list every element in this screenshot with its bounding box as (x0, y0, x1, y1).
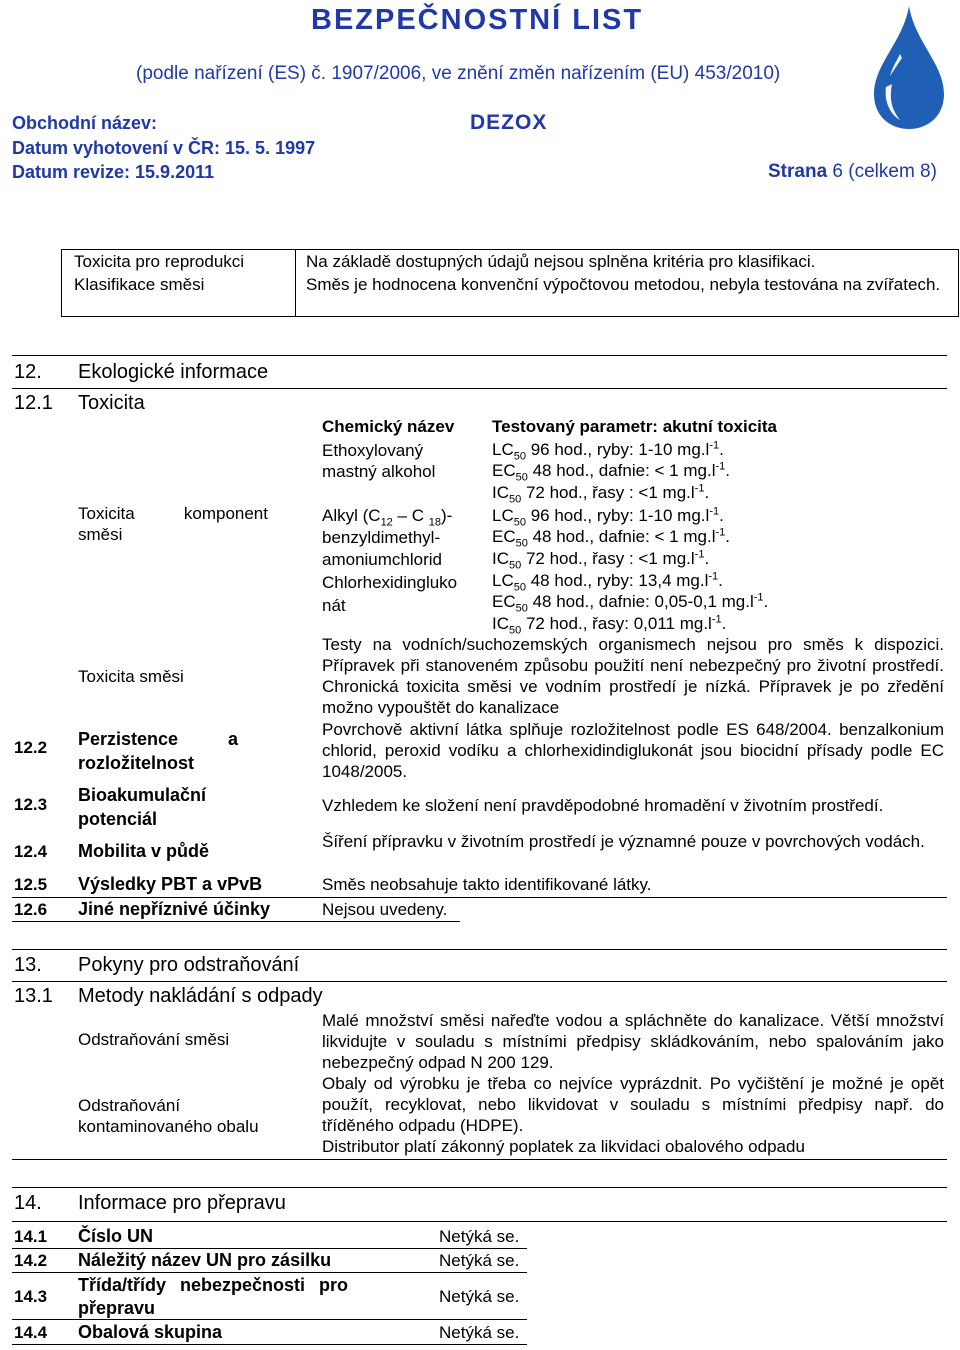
section-12-2-number: 12.2 (14, 738, 48, 757)
waste-packaging-text: Obaly od výrobku je třeba co nejvíce vyprázdnit. Po vyčištění je možné je opět použít, recyklovat, nebo likvidovat v souladu s místními předpisy např. do tříděného odpadu (HDPE). (322, 1074, 944, 1135)
toxicity-value-line: $EC_{50}$ 48 hod., dafnie: 0,05-0,1 $mg.l^{-1}$. (492, 591, 769, 615)
hazard-class-value: Netýká se. (439, 1287, 520, 1306)
waste-mixture-label: Odstraňování směsi (78, 1030, 230, 1049)
components-toxicity-label: Toxicita komponent směsi (78, 504, 268, 544)
reproduction-toxicity-value: Na základě dostupných údajů nejsou splněna kritéria pro klasifikaci. (306, 252, 816, 271)
reproduction-toxicity-label: Toxicita pro reprodukci (74, 252, 245, 271)
test-parameter-header: Testovaný parametr: akutní toxicita (492, 417, 777, 436)
section-12-1-title: Toxicita (78, 392, 145, 414)
component-name-rest: benzyldimethyl-amoniumchlorid (322, 528, 442, 569)
toxicity-value-line: $LC_{50}$ 96 hod., ryby: 1-10 $mg.l^{-1}$. (492, 439, 724, 463)
section-12-3-number: 12.3 (14, 795, 48, 814)
toxicity-value-line: $IC_{50}$ 72 hod., řasy : <1 $mg.l^{-1}$. (492, 548, 710, 572)
toxicity-value-line: $EC_{50}$ 48 hod., dafnie: < 1 $mg.l^{-1}$. (492, 526, 730, 550)
section-12-5-label: Výsledky PBT a vPvB (78, 874, 263, 894)
waste-packaging-label: Odstraňování kontaminovaného obalu (78, 1096, 259, 1136)
un-shipping-name-label: Náležitý název UN pro zásilku (78, 1250, 332, 1270)
section-13-title: Pokyny pro odstraňování (78, 954, 300, 976)
chemical-name-header: Chemický název (322, 417, 455, 436)
section-12-4-label: Mobilita v půdě (78, 841, 210, 861)
toxicity-value-line: $EC_{50}$ 48 hod., dafnie: < 1 $mg.l^{-1}$. (492, 460, 730, 484)
section-12-6-label: Jiné nepříznivé účinky (78, 899, 271, 919)
section-14-title: Informace pro přepravu (78, 1192, 286, 1214)
issue-date: Datum vyhotovení v ČR: 15. 5. 1997 (12, 138, 316, 158)
mixture-toxicity-text: Testy na vodních/suchozemských organismech nejsou pro směs k dispozici. Přípravek při stanoveném způsobu použití není nebezpečný pro životní prostředí. Chronická toxicita směsi ve vodním prostředí je nízká. Přípravek je po zředění možno vypouštět do kanalizace (322, 635, 944, 717)
section-13-1-title: Metody nakládání s odpady (78, 985, 323, 1007)
section-14-3-number: 14.3 (14, 1287, 48, 1306)
un-number-value: Netýká se. (439, 1227, 520, 1246)
trade-name-label: Obchodní název: (12, 113, 158, 133)
section-12-1-number: 12.1 (14, 392, 53, 414)
page-label: Strana (768, 161, 828, 182)
document-subtitle: (podle nařízení (ES) č. 1907/2006, ve znění změn nařízením (EU) 453/2010) (136, 63, 781, 84)
section-14-number: 14. (14, 1192, 42, 1214)
mixture-classification-label: Klasifikace směsi (74, 275, 205, 294)
section-12-2-label: Perzistence a rozložitelnost (78, 729, 238, 773)
un-number-label: Číslo UN (78, 1226, 154, 1246)
section-12-6-number: 12.6 (14, 900, 48, 919)
section-12-3-label: Bioakumulační potenciál (78, 785, 207, 829)
component-name: Chlorhexidingluko nát (322, 573, 458, 615)
revision-date: Datum revize: 15.9.2011 (12, 162, 215, 182)
page-number (768, 161, 937, 183)
hazard-class-label: Třída/třídy nebezpečnosti pro přepravu (78, 1275, 348, 1318)
section-12-number: 12. (14, 361, 42, 383)
document-title: BEZPEČNOSTNÍ LIST (311, 4, 644, 36)
water-drop-logo (870, 2, 948, 137)
section-14-2-number: 14.2 (14, 1251, 48, 1270)
toxicity-value-line: $LC_{50}$ 96 hod., ryby: 1-10 $mg.l^{-1}$. (492, 505, 724, 529)
waste-packaging-text-2: Distributor platí zákonný poplatek za likvidaci obalového odpadu (322, 1137, 805, 1156)
section-12-2-text: Povrchově aktivní látka splňuje rozložitelnost podle ES 648/2004. benzalkonium chlorid, peroxid vodíku a chlorhexidindiglukonát jsou biocidní přísady podle EC 1048/2005. (322, 720, 944, 781)
section-12-5-text: Směs neobsahuje takto identifikované látky. (322, 875, 652, 894)
packing-group-label: Obalová skupina (78, 1322, 223, 1342)
section-13-number: 13. (14, 954, 42, 976)
toxicity-value-line: $IC_{50}$ 72 hod., řasy: 0,011 $mg.l^{-1}$. (492, 613, 727, 637)
page-info: 6 (celkem 8) (832, 161, 937, 182)
section-12-6-text: Nejsou uvedeny. (322, 900, 448, 919)
section-12-3-text: Vzhledem ke složení není pravděpodobné hromadění v životním prostředí. (322, 796, 884, 815)
waste-mixture-text: Malé množství směsi nařeďte vodou a spláchněte do kanalizace. Větší množství likvidujte v souladu s místními předpisy skládkováním, nebo spalováním jako nebezpečný odpad N 200 129. (322, 1011, 944, 1072)
component-name: Alkyl ($C_{12}$ – C $_{18}$)- (322, 506, 453, 529)
section-14-4-number: 14.4 (14, 1323, 48, 1342)
mixture-classification-value: Směs je hodnocena konvenční výpočtovou metodou, nebyla testována na zvířatech. (306, 275, 941, 294)
section-14-1-number: 14.1 (14, 1227, 48, 1246)
component-name: Ethoxylovaný mastný alkohol (322, 441, 436, 481)
section-12-5-number: 12.5 (14, 875, 48, 894)
product-name: DEZOX (470, 111, 548, 134)
section-12-4-number: 12.4 (14, 842, 48, 861)
section-12-4-text: Šíření přípravku v životním prostředí je významné pouze v povrchových vodách. (322, 832, 925, 851)
toxicity-value-line: $IC_{50}$ 72 hod., řasy : <1 $mg.l^{-1}$. (492, 482, 710, 506)
un-shipping-name-value: Netýká se. (439, 1251, 520, 1270)
toxicity-value-line: $LC_{50}$ 48 hod., ryby: 13,4 $mg.l^{-1}$. (492, 570, 723, 594)
mixture-toxicity-label: Toxicita směsi (78, 667, 184, 686)
section-13-1-number: 13.1 (14, 985, 53, 1007)
section-12-title: Ekologické informace (78, 361, 269, 383)
packing-group-value: Netýká se. (439, 1323, 520, 1342)
